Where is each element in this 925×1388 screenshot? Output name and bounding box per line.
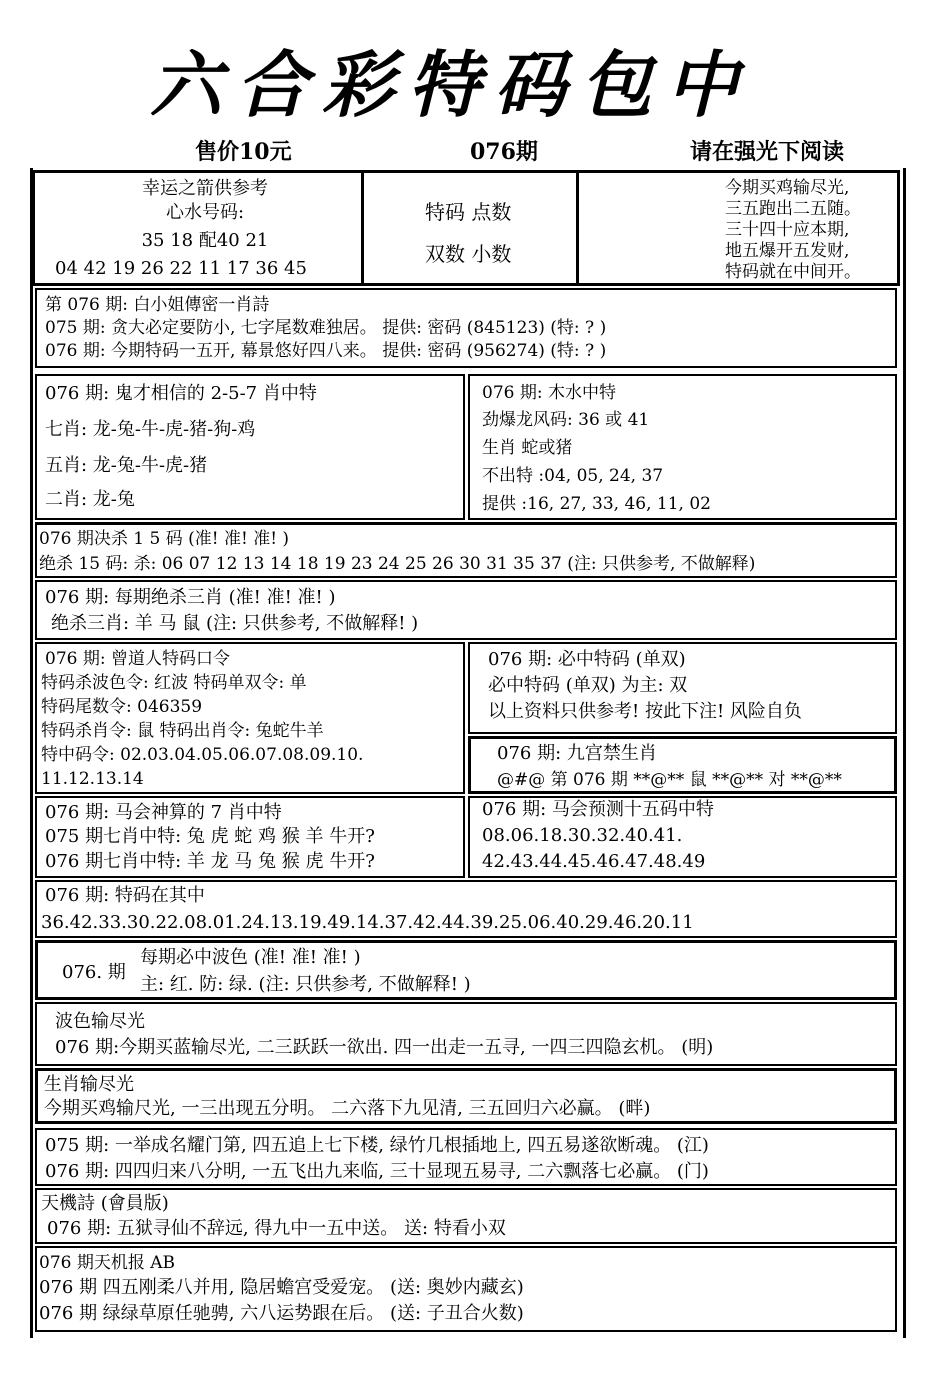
lucky-numbers-label: 心水号码: bbox=[165, 202, 245, 223]
inside-heading: 076 期: 特码在其中 bbox=[45, 885, 205, 906]
horse15-heading: 076 期: 马会预测十五码中特 bbox=[482, 799, 714, 820]
verse-076: 076 期: 四四归来八分明, 一五飞出九来临, 三十显现五易寻, 二六飘落七必赢。 (门) bbox=[45, 1161, 709, 1182]
zeng-zodiac: 特码杀肖令: 鼠 特码出肖令: 兔蛇牛羊 bbox=[41, 721, 324, 741]
zodiac-lose-text: 今期买鸡输尺光, 一三出现五分明。 二六落下九见清, 三五回归六必赢。 (畔) bbox=[44, 1098, 651, 1119]
price-label: 售价10元 bbox=[195, 139, 292, 165]
even-small: 双数 小数 bbox=[425, 242, 512, 266]
poem-line-075: 075 期: 贪大必定要防小, 七字尾数难独居。 提供: 密码 (845123) (特: ? ) bbox=[45, 318, 607, 338]
horse7-section bbox=[35, 796, 465, 878]
tianjibao-section bbox=[35, 1246, 897, 1332]
wave-lose-heading: 波色输尽光 bbox=[55, 1011, 145, 1032]
inside-numbers: 36.42.33.30.22.08.01.24.13.19.49.14.37.42.44.39.25.06.40.29.46.20.11 bbox=[41, 912, 694, 933]
dragon-wind-code: 劲爆龙风码: 36 或 41 bbox=[482, 410, 650, 430]
wave-lose-text: 076 期:今期买蓝输尽光, 二三跃跃一欲出. 四一出走一五寻, 一四三四隐玄机。 (明) bbox=[55, 1037, 714, 1058]
not-out-numbers: 不出特 :04, 05, 24, 37 bbox=[482, 466, 664, 486]
kill15-numbers: 绝杀 15 码: 杀: 06 07 12 13 14 18 19 23 24 25 26 30 31 35 37 (注: 只供参考, 不做解释) bbox=[39, 554, 756, 574]
provide-numbers: 提供 :16, 27, 33, 46, 11, 02 bbox=[482, 494, 711, 514]
wood-water-section bbox=[468, 374, 897, 520]
tianjibao-a: 076 期 四五刚柔八并用, 隐居蟾宫受爱宠。 (送: 奥妙内藏玄) bbox=[39, 1277, 524, 1298]
tianji-heading: 天機詩 (會員版) bbox=[41, 1193, 169, 1214]
top-section bbox=[32, 170, 900, 286]
zodiac-lose-heading: 生肖输尽光 bbox=[44, 1074, 134, 1095]
kill15-section bbox=[35, 522, 897, 578]
issue-label: 076期 bbox=[470, 139, 538, 165]
zeng-color: 特码杀波色令: 红波 特码单双令: 单 bbox=[41, 673, 307, 693]
zeng-heading: 076 期: 曾道人特码口令 bbox=[45, 649, 230, 669]
tianjibao-b: 076 期 绿绿草原任驰骋, 六八运势跟在后。 (送: 子丑合火数) bbox=[39, 1303, 524, 1324]
kill3-heading: 076 期: 每期绝杀三肖 (准! 准! 准! ) bbox=[45, 587, 336, 608]
kill15-heading: 076 期决杀 1 5 码 (准! 准! 准! ) bbox=[39, 529, 290, 549]
zeng-section bbox=[35, 642, 465, 794]
horse15-numbers-2: 42.43.44.45.46.47.48.49 bbox=[482, 851, 706, 872]
wave-colors: 主: 红. 防: 绿. (注: 只供参考, 不做解释! ) bbox=[140, 974, 471, 995]
kill3-section bbox=[35, 580, 897, 640]
tianjibao-heading: 076 期天机报 AB bbox=[39, 1253, 176, 1273]
ghost-zodiac-section bbox=[35, 374, 465, 520]
ghost-heading: 076 期: 鬼才相信的 2-5-7 肖中特 bbox=[45, 383, 317, 404]
wave-section bbox=[35, 940, 897, 1000]
nine-palace-section bbox=[468, 736, 897, 794]
poem-heading: 第 076 期: 白小姐傳密一肖詩 bbox=[45, 295, 270, 315]
zodiac-lose-section bbox=[35, 1068, 897, 1124]
wave-issue: 076. 期 bbox=[62, 962, 126, 983]
must-parity: 必中特码 (单双) 为主: 双 bbox=[488, 675, 688, 696]
top-verse-3: 三十四十应本期, bbox=[725, 220, 850, 240]
two-zodiac: 二肖: 龙-兔 bbox=[45, 489, 135, 510]
horse15-section bbox=[468, 796, 897, 878]
tianji-text: 076 期: 五狱寻仙不辞远, 得九中一五中送。 送: 特看小双 bbox=[47, 1218, 506, 1239]
must-heading: 076 期: 必中特码 (单双) bbox=[488, 649, 686, 670]
top-verse-1: 今期买鸡输尽光, bbox=[725, 178, 850, 198]
must-disclaimer: 以上资料只供参考! 按此下注! 风险自负 bbox=[488, 701, 802, 722]
wood-zodiac: 生肖 蛇或猪 bbox=[482, 438, 573, 458]
wave-heading: 每期必中波色 (准! 准! 准! ) bbox=[140, 947, 361, 968]
special-points: 特码 点数 bbox=[425, 200, 512, 224]
tianji-section bbox=[35, 1188, 897, 1244]
top-verse-2: 三五跑出二五随。 bbox=[725, 199, 861, 219]
kill3-zodiac: 绝杀三肖: 羊 马 鼠 (注: 只供参考, 不做解释! ) bbox=[51, 613, 419, 634]
zeng-tail: 特码尾数令: 046359 bbox=[41, 697, 203, 717]
horse7-076: 076 期七肖中特: 羊 龙 马 兔 猴 虎 牛开? bbox=[45, 851, 375, 872]
lucky-pairs: 35 18 配40 21 bbox=[141, 230, 269, 251]
seven-zodiac: 七肖: 龙-兔-牛-虎-猪-狗-鸡 bbox=[45, 419, 256, 440]
zeng-codes: 特中码令: 02.03.04.05.06.07.08.09.10. bbox=[41, 745, 364, 765]
wave-lose-section bbox=[35, 1002, 897, 1066]
horse15-numbers-1: 08.06.18.30.32.40.41. bbox=[482, 825, 683, 846]
verse-075: 075 期: 一举成名耀门第, 四五追上七下楼, 绿竹几根插地上, 四五易遂欲断魂。 (江) bbox=[45, 1135, 709, 1156]
horse7-heading: 076 期: 马会神算的 7 肖中特 bbox=[45, 802, 282, 823]
horse7-075: 075 期七肖中特: 兔 虎 蛇 鸡 猴 羊 牛开? bbox=[45, 826, 375, 847]
five-zodiac: 五肖: 龙-兔-牛-虎-猪 bbox=[45, 455, 208, 476]
nine-banned: @#@ 第 076 期 **@** 鼠 **@** 对 **@** bbox=[497, 770, 842, 790]
reading-note: 请在强光下阅读 bbox=[690, 139, 845, 165]
poem-section bbox=[35, 288, 897, 368]
wood-heading: 076 期: 木水中特 bbox=[482, 383, 616, 403]
page-title: 六合彩特码包中 bbox=[150, 42, 753, 127]
lucky-arrow-heading: 幸运之箭供参考 bbox=[142, 178, 268, 199]
must-section bbox=[468, 642, 897, 734]
verse-section bbox=[35, 1128, 897, 1186]
inside-section bbox=[35, 880, 897, 938]
zeng-codes-cont: 11.12.13.14 bbox=[41, 769, 144, 789]
top-verse-5: 特码就在中间开。 bbox=[725, 262, 861, 282]
top-verse-4: 地五爆开五发财, bbox=[725, 241, 850, 261]
poem-line-076: 076 期: 今期特码一五开, 幕景悠好四八来。 提供: 密码 (956274) (特: ? ) bbox=[45, 341, 607, 361]
lucky-number-list: 04 42 19 26 22 11 17 36 45 bbox=[55, 258, 307, 279]
nine-heading: 076 期: 九宫禁生肖 bbox=[497, 743, 657, 764]
